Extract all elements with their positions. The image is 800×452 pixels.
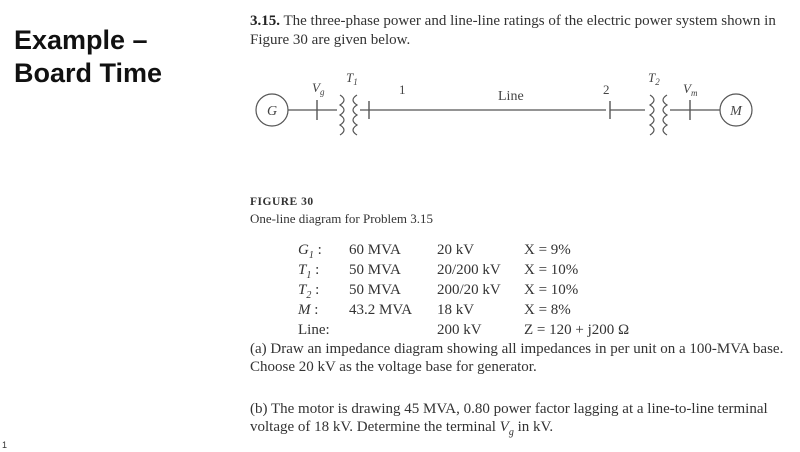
rating-power-t2: 50 MVA	[349, 282, 401, 298]
rating-impedance-m: X = 8%	[524, 302, 571, 318]
part-b-text	[250, 400, 795, 442]
problem-text: The three-phase power and line-line ratings of the electric power system shown in Figure 30 are given below.	[250, 13, 776, 48]
rating-voltage-line: 200 kV	[437, 322, 482, 338]
part-b-body: (b) The motor is drawing 45 MVA, 0.80 power factor lagging at a line-to-line terminal voltage of 18 kV. Determine the terminal	[250, 401, 768, 435]
t1-label: $T_1$	[346, 70, 358, 87]
rating-impedance-line: Z = 120 + j200 Ω	[524, 322, 630, 338]
rating-name-line: Line:	[298, 322, 330, 338]
rating-impedance-t2: X = 10%	[524, 282, 579, 298]
figure-label: FIGURE 30	[250, 196, 314, 208]
t2-label: $T_2$	[648, 70, 660, 87]
rating-voltage-m: 18 kV	[437, 302, 475, 318]
rating-power-g1: 60 MVA	[349, 242, 401, 258]
generator-label: G	[266, 104, 278, 119]
rating-voltage-t1: 20/200 kV	[437, 262, 501, 278]
line-label: Line	[498, 89, 524, 104]
motor-label: M	[730, 104, 742, 119]
vg-label: $V_g$	[312, 80, 325, 97]
part-b-variable: $V_g$	[499, 419, 514, 438]
rating-power-t1: 50 MVA	[349, 262, 401, 278]
rating-power-m: 43.2 MVA	[349, 302, 413, 318]
problem-number: 3.15.	[250, 13, 280, 29]
vm-label: $V_m$	[683, 81, 698, 98]
rating-impedance-g1: X = 9%	[524, 242, 571, 258]
part-a-text: (a) Draw an impedance diagram showing all impedances in per unit on a 100-MVA base. Choose 20 kV as the voltage base for generator.	[250, 341, 784, 375]
rating-name-m: M :	[298, 302, 319, 318]
bus-1-label: 1	[399, 82, 406, 97]
rating-impedance-t1: X = 10%	[524, 262, 579, 278]
slide-title-line1: Example –	[14, 25, 148, 55]
rating-voltage-t2: 200/20 kV	[437, 282, 501, 298]
rating-name-t1: $T_1$ :	[298, 262, 320, 281]
part-b-end: in kV.	[513, 419, 554, 435]
bus-2-label: 2	[603, 82, 610, 97]
figure-caption: One-line diagram for Problem 3.15	[250, 211, 434, 226]
rating-name-t2: $T_2$ :	[298, 282, 320, 301]
slide-title-line2: Board Time	[14, 58, 163, 88]
rating-name-g1: $G_1$ :	[298, 242, 322, 261]
slide-number: 1	[2, 440, 8, 450]
rating-voltage-g1: 20 kV	[437, 242, 475, 258]
